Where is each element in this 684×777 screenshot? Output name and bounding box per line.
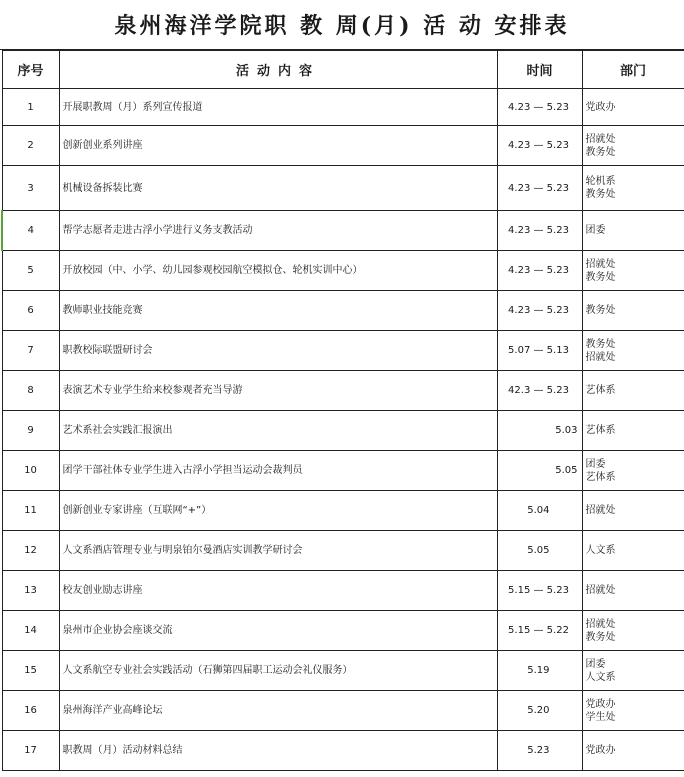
- row-number: 17: [2, 731, 59, 771]
- dept-cell: [582, 571, 684, 611]
- activity-cell: 开放校园（中、小学、幼儿园参观校园航空模拟仓、轮机实训中心）: [59, 251, 497, 291]
- time-cell: 5.04: [497, 491, 582, 531]
- row-number: 9: [2, 411, 59, 451]
- row-number: 15: [2, 651, 59, 691]
- row-number: 10: [2, 451, 59, 491]
- time-cell: 4.23 — 5.23: [497, 89, 582, 126]
- activity-cell: 教师职业技能竞赛: [59, 291, 497, 331]
- dept-name: 团委: [585, 225, 606, 236]
- time-cell: 4.23 — 5.23: [497, 126, 582, 166]
- row-number: 14: [2, 611, 59, 651]
- dept-cell: [582, 691, 684, 731]
- activity-cell: 艺术系社会实践汇报演出: [59, 411, 497, 451]
- dept-name: 教务处: [585, 271, 616, 283]
- table-row: [2, 531, 684, 571]
- activity-cell: 创新创业专家讲座（互联网“+”）: [59, 491, 497, 531]
- activity-cell: 人文系航空专业社会实践活动（石狮第四届职工运动会礼仪服务）: [59, 651, 497, 691]
- table-row: [2, 731, 684, 771]
- dept-name: 人文系: [585, 545, 616, 556]
- dept-name: 团委: [585, 658, 606, 670]
- dept-name: 党政办: [585, 698, 616, 710]
- dept-cell: [582, 331, 684, 371]
- dept-name: 党政办: [585, 101, 616, 113]
- dept-cell: [582, 491, 684, 531]
- activity-cell: 帮学志愿者走进古浮小学进行义务支教活动: [59, 211, 497, 251]
- dept-cell: [582, 89, 684, 126]
- time-cell: 5.19: [497, 651, 582, 691]
- dept-name: 教务处: [585, 146, 616, 158]
- table-row: [2, 331, 684, 371]
- time-cell: 5.05: [497, 451, 582, 491]
- table-row: [2, 411, 684, 451]
- dept-name: 艺体系: [585, 471, 616, 483]
- time-cell: 4.23 — 5.23: [497, 291, 582, 331]
- row-number: 11: [2, 491, 59, 531]
- header-time: 时间: [497, 51, 582, 89]
- table-row: [2, 651, 684, 691]
- activity-cell: 泉州市企业协会座谈交流: [59, 611, 497, 651]
- dept-cell: [582, 651, 684, 691]
- dept-cell: [582, 126, 684, 166]
- dept-name: 学生处: [585, 711, 616, 723]
- dept-cell: [582, 291, 684, 331]
- time-cell: 5.15 — 5.22: [497, 611, 582, 651]
- row-number: 3: [2, 166, 59, 211]
- row-number: 5: [2, 251, 59, 291]
- dept-cell: [582, 251, 684, 291]
- dept-cell: [582, 731, 684, 771]
- row-number: 1: [2, 89, 59, 126]
- row-number: 7: [2, 331, 59, 371]
- activity-cell: 校友创业励志讲座: [59, 571, 497, 611]
- table-row: [2, 371, 684, 411]
- table-row: [2, 251, 684, 291]
- dept-name: 教务处: [585, 305, 616, 316]
- time-cell: 4.23 — 5.23: [497, 166, 582, 211]
- header-no: 序号: [2, 51, 59, 89]
- row-number: 12: [2, 531, 59, 571]
- dept-name: 招就处: [585, 505, 616, 516]
- activity-cell: 表演艺术专业学生给来校参观者充当导游: [59, 371, 497, 411]
- dept-cell: [582, 371, 684, 411]
- activity-cell: 泉州海洋产业高峰论坛: [59, 691, 497, 731]
- page-title: 泉州海洋学院职 教 周(月) 活 动 安排表: [0, 0, 684, 50]
- dept-name: 招就处: [585, 133, 616, 145]
- table-row: [2, 89, 684, 126]
- dept-name: 党政办: [585, 745, 616, 756]
- table-row: [2, 126, 684, 166]
- activity-cell: 团学干部社体专业学生进入古浮小学担当运动会裁判员: [59, 451, 497, 491]
- activity-cell: 机械设备拆装比赛: [59, 166, 497, 211]
- dept-name: 团委: [585, 458, 606, 470]
- table-row: [2, 211, 684, 251]
- time-cell: 5.05: [497, 531, 582, 571]
- row-number: 6: [2, 291, 59, 331]
- table-row: [2, 451, 684, 491]
- dept-cell: [582, 166, 684, 211]
- dept-name: 人文系: [585, 671, 616, 683]
- time-cell: 4.23 — 5.23: [497, 251, 582, 291]
- table-row: [2, 571, 684, 611]
- time-cell: 5.23: [497, 731, 582, 771]
- row-number: 2: [2, 126, 59, 166]
- time-cell: 5.20: [497, 691, 582, 731]
- dept-name: 招就处: [585, 618, 616, 630]
- dept-name: 招就处: [585, 351, 616, 363]
- dept-cell: [582, 531, 684, 571]
- activity-cell: 人文系酒店管理专业与明泉铂尔曼酒店实训教学研讨会: [59, 531, 497, 571]
- dept-name: 教务处: [585, 189, 616, 200]
- dept-name: 艺体系: [585, 425, 616, 436]
- row-number: 13: [2, 571, 59, 611]
- activity-cell: 职教校际联盟研讨会: [59, 331, 497, 371]
- table-row: [2, 691, 684, 731]
- header-row: [2, 51, 684, 89]
- dept-name: 教务处: [585, 338, 616, 350]
- dept-cell: [582, 451, 684, 491]
- row-number: 16: [2, 691, 59, 731]
- time-cell: 42.3 — 5.23: [497, 371, 582, 411]
- dept-name: 艺体系: [585, 385, 616, 396]
- schedule-table: [1, 50, 684, 771]
- time-cell: 5.07 — 5.13: [497, 331, 582, 371]
- activity-cell: 职教周（月）活动材料总结: [59, 731, 497, 771]
- table-row: [2, 491, 684, 531]
- row-number: 8: [2, 371, 59, 411]
- row-number: 4: [2, 211, 59, 251]
- dept-name: 招就处: [585, 258, 616, 270]
- table-row: [2, 611, 684, 651]
- header-content: 活动内容: [59, 51, 497, 89]
- activity-cell: 创新创业系列讲座: [59, 126, 497, 166]
- dept-name: 招就处: [585, 585, 616, 596]
- dept-cell: [582, 611, 684, 651]
- time-cell: 5.03: [497, 411, 582, 451]
- activity-cell: 开展职教周（月）系列宣传报道: [59, 89, 497, 126]
- dept-name: 轮机系: [585, 176, 616, 187]
- dept-name: 教务处: [585, 631, 616, 643]
- table-row: [2, 291, 684, 331]
- table-row: [2, 166, 684, 211]
- time-cell: 4.23 — 5.23: [497, 211, 582, 251]
- dept-cell: [582, 411, 684, 451]
- header-dept: 部门: [582, 51, 684, 89]
- dept-cell: [582, 211, 684, 251]
- time-cell: 5.15 — 5.23: [497, 571, 582, 611]
